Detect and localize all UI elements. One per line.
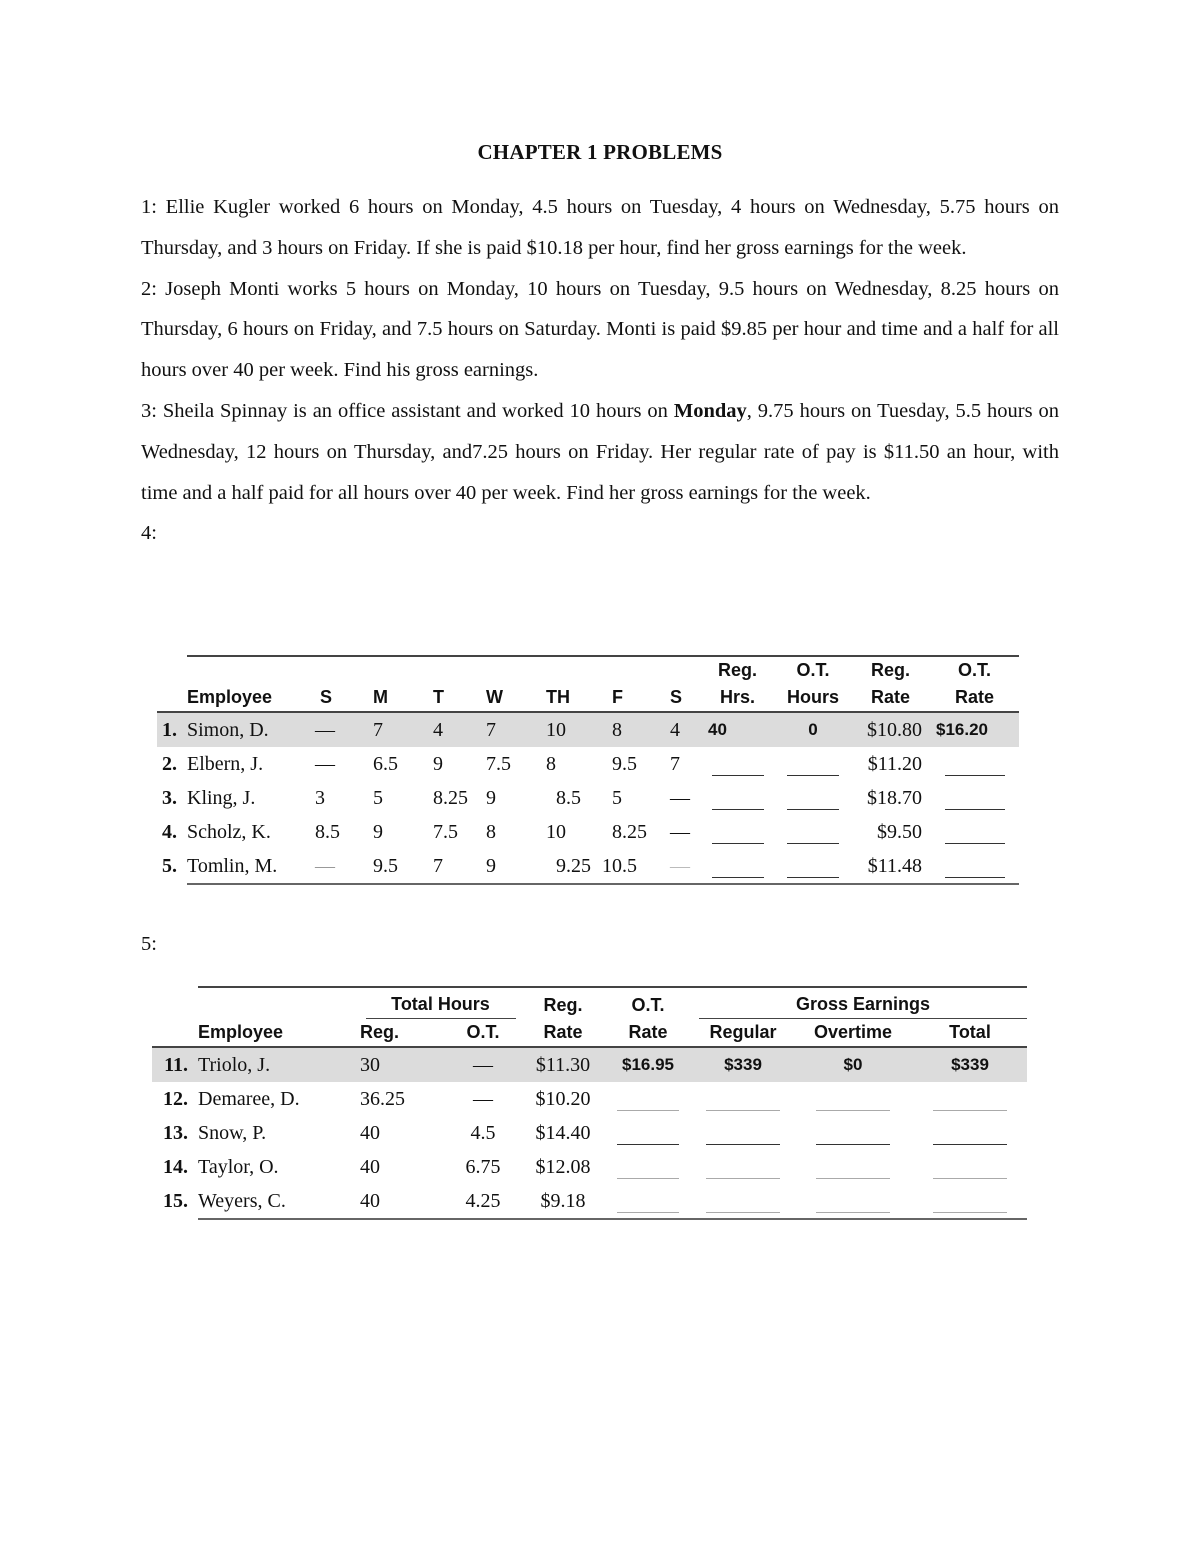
row-number: 13. <box>163 1121 188 1144</box>
hours-fri: 9.5 <box>612 752 637 775</box>
ot-hours-blank[interactable] <box>775 747 851 781</box>
ot-hours: 6.75 <box>465 1155 501 1178</box>
reg-hours: 40 <box>360 1121 380 1144</box>
header-ot-rate-1: O.T. <box>603 987 693 1019</box>
employee-name: Demaree, D. <box>198 1087 300 1110</box>
reg-rate: $10.20 <box>535 1087 591 1110</box>
hours-sat: 4 <box>656 712 700 747</box>
header-regular: Regular <box>693 1019 793 1047</box>
row-number: 1. <box>157 712 187 747</box>
reg-rate: $18.70 <box>867 786 922 809</box>
problem-3-text-b: , 9.75 hours on Tuesday, 5.5 hours on Wednesday, 12 hours on Thursday, and7.25 hours on Friday. Her regular rate of pay is $11.50 an hour, with time and a half paid for all hours over 40 per week. Find her gross earnings for the week. <box>141 399 1059 504</box>
hours-sun: — <box>315 752 335 775</box>
employee-name: Kling, J. <box>187 786 256 809</box>
hours-sun: — <box>310 712 365 747</box>
header-reg-rate-2: Rate <box>851 684 930 712</box>
employee-name: Weyers, C. <box>198 1184 358 1219</box>
hours-wed: 9 <box>486 786 496 809</box>
ot-rate-blank[interactable] <box>930 815 1019 849</box>
row-number: 5. <box>162 855 177 877</box>
hours-wed: 9 <box>478 849 538 884</box>
regular-blank[interactable] <box>693 1184 793 1219</box>
hours-tue: 7 <box>423 849 478 884</box>
header-total: Total <box>913 1019 1027 1047</box>
overtime-blank[interactable] <box>793 1082 913 1116</box>
row-number: 3. <box>162 786 177 809</box>
table-row <box>157 781 1019 815</box>
row-number: 11. <box>152 1047 198 1082</box>
reg-rate: $14.40 <box>535 1121 591 1144</box>
header-employee: Employee <box>157 684 310 712</box>
reg-hours: 40 <box>360 1155 380 1178</box>
hours-sun: 8.5 <box>315 820 340 843</box>
problem-1: 1: Ellie Kugler worked 6 hours on Monday, 4.5 hours on Tuesday, 4 hours on Wednesday, 5.75 hours on Thursday, and 3 hours on Friday. If she is paid $10.18 per hour, find her gross earnings for the week. <box>141 196 1059 259</box>
hours-sun: — <box>310 849 365 884</box>
hours-tue: 7.5 <box>433 820 458 843</box>
hours-mon: 6.5 <box>373 752 398 775</box>
header-wednesday: W <box>478 684 538 712</box>
hours-thu: 10 <box>538 712 598 747</box>
header-reg-rate-1: Reg. <box>523 987 603 1019</box>
reg-hrs-blank[interactable] <box>700 815 775 849</box>
hours-sat: — <box>656 849 700 884</box>
reg-hours: 40 <box>358 1184 443 1219</box>
hours-sat: 7 <box>670 752 680 775</box>
header-ot-rate-1: O.T. <box>930 656 1019 684</box>
hours-wed: 7 <box>478 712 538 747</box>
regular-blank[interactable] <box>693 1116 793 1150</box>
reg-rate: $11.48 <box>851 849 930 884</box>
ot-hours: 4.25 <box>443 1184 523 1219</box>
reg-hrs-blank[interactable] <box>700 781 775 815</box>
table-row <box>157 815 1019 849</box>
header-ot-rate-2: Rate <box>930 684 1019 712</box>
ot-rate: $16.95 <box>603 1047 693 1082</box>
ot-rate: $16.20 <box>930 712 1019 747</box>
header-reg-rate-1: Reg. <box>851 656 930 684</box>
table-row <box>152 1047 1027 1082</box>
hours-mon: 5 <box>373 786 383 809</box>
hours-fri: 10.5 <box>598 849 656 884</box>
reg-rate: $11.30 <box>523 1047 603 1082</box>
total-earnings: $339 <box>913 1047 1027 1082</box>
table-problem-4 <box>157 655 1019 885</box>
header-total-hours: Total Hours <box>366 991 516 1019</box>
ot-hours-blank[interactable] <box>775 815 851 849</box>
reg-rate: $12.08 <box>535 1155 591 1178</box>
header-overtime: Overtime <box>793 1019 913 1047</box>
table-row <box>157 747 1019 781</box>
table-row <box>157 849 1019 884</box>
regular-blank[interactable] <box>693 1150 793 1184</box>
header-gross-earnings: Gross Earnings <box>699 991 1027 1019</box>
hours-thu: 8.5 <box>556 786 581 809</box>
reg-hrs-blank[interactable] <box>700 849 775 884</box>
reg-rate: $9.50 <box>877 820 922 843</box>
hours-sat: — <box>670 820 690 843</box>
overtime-earnings: $0 <box>793 1047 913 1082</box>
header-employee: Employee <box>152 1019 358 1047</box>
header-ot: O.T. <box>443 1019 523 1047</box>
ot-rate-blank[interactable] <box>930 849 1019 884</box>
hours-sat: — <box>670 786 690 809</box>
table-row <box>152 1082 1027 1116</box>
total-blank[interactable] <box>913 1184 1027 1219</box>
table-row <box>152 1116 1027 1150</box>
header-friday: F <box>598 684 656 712</box>
ot-rate-blank[interactable] <box>603 1150 693 1184</box>
hours-wed: 8 <box>486 820 496 843</box>
problem-3-bold: Monday <box>673 399 747 422</box>
hours-tue: 8.25 <box>433 786 468 809</box>
ot-rate-blank[interactable] <box>930 781 1019 815</box>
employee-name: Taylor, O. <box>198 1155 279 1178</box>
row-number: 2. <box>162 752 177 775</box>
header-ot-hours-2: Hours <box>775 684 851 712</box>
table-row <box>157 712 1019 747</box>
regular-earnings: $339 <box>693 1047 793 1082</box>
ot-hours-blank[interactable] <box>775 781 851 815</box>
total-blank[interactable] <box>913 1082 1027 1116</box>
hours-fri: 8 <box>598 712 656 747</box>
header-reg: Reg. <box>358 1019 443 1047</box>
problem-2: 2: Joseph Monti works 5 hours on Monday, 10 hours on Tuesday, 9.5 hours on Wednesday, 8.25 hours on Thursday, 6 hours on Friday, and 7.5 hours on Saturday. Monti is paid $9.85 per hour and time and a half for all hours over 40 per week. Find his gross earnings. <box>141 277 1059 382</box>
row-number: 12. <box>163 1087 188 1110</box>
ot-hours: 0 <box>775 712 851 747</box>
hours-tue: 9 <box>433 752 443 775</box>
header-ot-hours-1: O.T. <box>775 656 851 684</box>
ot-hours: — <box>473 1087 493 1110</box>
regular-blank[interactable] <box>693 1082 793 1116</box>
page-title: CHAPTER 1 PROBLEMS <box>477 140 723 164</box>
row-number: 15. <box>163 1190 188 1212</box>
reg-rate: $9.18 <box>523 1184 603 1219</box>
overtime-blank[interactable] <box>793 1116 913 1150</box>
employee-name: Simon, D. <box>187 712 310 747</box>
hours-fri: 5 <box>612 786 622 809</box>
ot-hours: 4.5 <box>470 1121 496 1144</box>
total-blank[interactable] <box>913 1116 1027 1150</box>
reg-hours: 30 <box>358 1047 443 1082</box>
overtime-blank[interactable] <box>793 1184 913 1219</box>
hours-thu: 9.25 <box>538 849 598 884</box>
hours-mon: 9.5 <box>365 849 423 884</box>
problem-3-text-a: 3: Sheila Spinnay is an office assistant and worked 10 hours on <box>141 399 674 422</box>
employee-name: Triolo, J. <box>198 1047 358 1082</box>
hours-sun: 3 <box>315 786 325 809</box>
employee-name: Snow, P. <box>198 1121 267 1144</box>
ot-hours-blank[interactable] <box>775 849 851 884</box>
reg-hrs-blank[interactable] <box>700 747 775 781</box>
reg-hrs: 40 <box>700 712 775 747</box>
header-tuesday: T <box>423 684 478 712</box>
table-row <box>152 1184 1027 1219</box>
ot-rate-blank[interactable] <box>930 747 1019 781</box>
hours-mon: 9 <box>373 820 383 843</box>
problem-text <box>141 187 1059 554</box>
hours-fri: 8.25 <box>612 820 647 843</box>
ot-rate-blank[interactable] <box>603 1082 693 1116</box>
header-reg-rate-2: Rate <box>523 1019 603 1047</box>
ot-rate-blank[interactable] <box>603 1184 693 1219</box>
employee-name: Elbern, J. <box>187 752 264 775</box>
hours-wed: 7.5 <box>486 752 511 775</box>
table-problem-5 <box>152 986 1027 1220</box>
reg-hours: 36.25 <box>360 1087 405 1110</box>
row-number: 14. <box>163 1155 188 1178</box>
problem-3 <box>141 391 1059 513</box>
total-blank[interactable] <box>913 1150 1027 1184</box>
overtime-blank[interactable] <box>793 1150 913 1184</box>
hours-thu: 10 <box>546 820 566 843</box>
row-number: 4. <box>162 820 177 843</box>
header-saturday: S <box>656 684 700 712</box>
ot-rate-blank[interactable] <box>603 1116 693 1150</box>
header-sunday: S <box>310 684 365 712</box>
hours-tue: 4 <box>423 712 478 747</box>
problem-5-label: 5: <box>141 933 157 955</box>
hours-mon: 7 <box>365 712 423 747</box>
reg-rate: $11.20 <box>867 752 922 775</box>
header-ot-rate-2: Rate <box>603 1019 693 1047</box>
problem-4-label: 4: <box>141 522 157 545</box>
table-row <box>152 1150 1027 1184</box>
header-monday: M <box>365 684 423 712</box>
header-reg-hrs-2: Hrs. <box>700 684 775 712</box>
ot-hours: — <box>443 1047 523 1082</box>
employee-name: Tomlin, M. <box>187 849 310 884</box>
employee-name: Scholz, K. <box>187 820 271 843</box>
hours-thu: 8 <box>546 752 556 775</box>
header-reg-hrs-1: Reg. <box>700 656 775 684</box>
header-thursday: TH <box>538 684 598 712</box>
reg-rate: $10.80 <box>851 712 930 747</box>
